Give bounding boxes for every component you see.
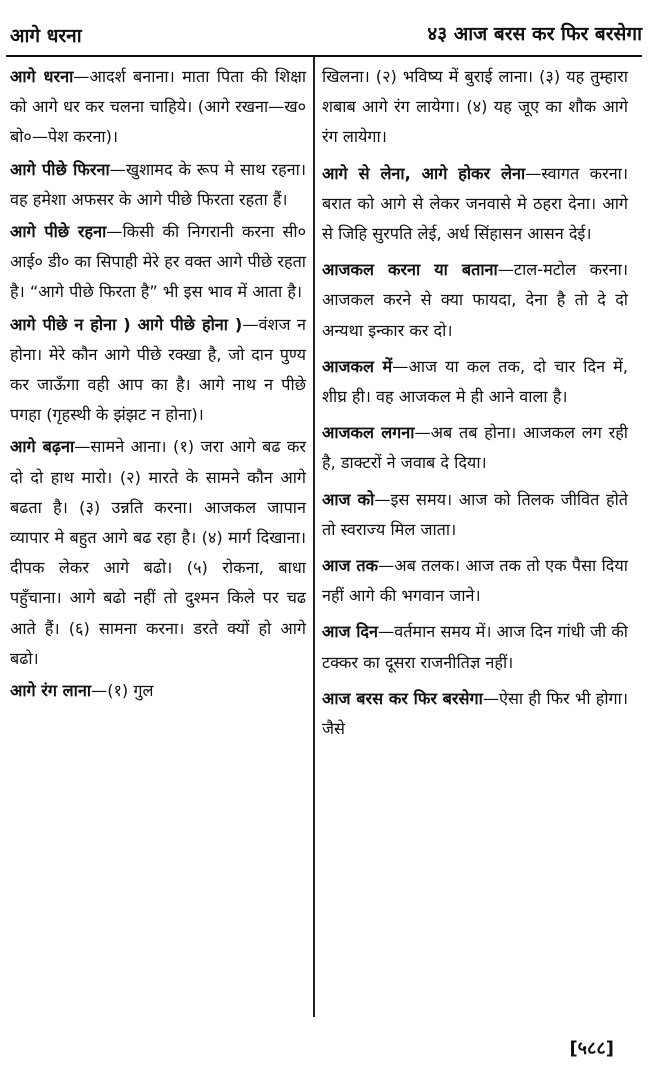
entry-definition: —ऐसा ही फिर भी होगा। जैसे [322,688,628,739]
dictionary-entry [322,485,628,545]
dictionary-entry [322,418,628,478]
dictionary-entry [322,617,628,677]
entry-definition: —अब तब होना। आजकल लग रही है, डाक्टरों ने जवाब दे दिया। [322,423,628,473]
dictionary-entry [322,551,628,611]
dictionary-entry [10,155,306,215]
left-column [10,62,306,708]
dictionary-entry [10,676,306,706]
dictionary-entry [322,352,628,412]
dictionary-entry [322,684,628,744]
entry-definition: —खुशामद के रूप मे साथ रहना। वह हमेशा अफसर के आगे पीछे फिरता रहता हैं। [10,159,306,209]
entry-headword: आज तक [322,556,379,576]
entry-definition: —टाल-मटोल करना। आजकल करने से क्या फायदा, देना है तो दे दो अन्यथा इन्कार कर दो। [322,260,628,340]
entry-definition: —स्वागत करना। बरात को आगे से लेकर जनवासे मे ठहरा देना। आगे से जिहि सुरपति लेई, अर्ध सिंहासन आसन देई। [322,163,629,244]
dictionary-entry [10,310,306,431]
dictionary-entry [10,217,306,308]
entry-definition: —(१) गुल [91,681,154,701]
entry-headword: आगे रंग लाना [10,681,92,701]
right-column [322,62,628,750]
dictionary-entry [322,159,628,250]
entry-definition: —आदर्श बनाना। माता पिता की शिक्षा को आगे धर कर चलना चाहिये। (आगे रखना—ख० बो०—पेश करना)। [10,67,307,147]
entry-definition: —अब तलक। आज तक तो एक पैसा दिया नहीं आगे की भगवान जाने। [322,556,628,606]
entry-definition: —इस समय। आज को तिलक जीवित होते तो स्वराज्य मिल जाता। [322,489,628,539]
entry-definition: —वर्तमान समय में। आज दिन गांधी जी की टक्कर का दूसरा राजनीतिज्ञ नहीं। [322,622,628,672]
entry-headword: आगे पीछे रहना [10,222,107,242]
dictionary-entry [322,255,628,346]
entry-headword: आगे से लेना, आगे होकर लेना [322,163,526,183]
header-left-guide-word: आगे धरना [10,25,82,47]
header-right-guide-word: ४३ आज बरस कर फिर बरसेगा [427,23,642,45]
page-footer-reference: [५८८] [569,1038,614,1059]
header-rule [6,55,642,57]
entry-headword: आगे पीछे फिरना [10,159,110,179]
entry-definition: खिलना। (२) भविष्य में बुराई लाना। (३) यह तुम्हारा शबाब आगे रंग लायेगा। (४) यह जूए का शौक आगे रंग लायेगा। [322,67,628,147]
entry-headword: आजकल लगना [322,423,415,443]
entry-headword: आजकल करना या बताना [322,260,498,280]
entry-headword: आगे पीछे न होना ) आगे पीछे होना ) [10,314,243,334]
entry-headword: आज दिन [322,622,378,642]
entry-headword: आज बरस कर फिर बरसेगा [322,688,483,708]
entry-headword: आगे धरना [10,67,74,86]
entry-headword: आजकल में [322,356,393,376]
entry-headword: आज को [322,489,375,509]
dictionary-entry [10,62,306,153]
entry-headword: आगे बढ़ना [10,437,75,457]
dictionary-entry [322,62,628,153]
entry-definition: —किसी की निगरानी करना सी० आई० डी० का सिपाही मेरे हर वक्त आगे पीछे रहता है। “आगे पीछे फिरता है” भी इस भाव में आता है। [10,222,306,302]
dictionary-entry [10,432,306,674]
entry-definition: —आज या कल तक, दो चार दिन में, शीघ्र ही। वह आजकल मे ही आने वाला है। [322,356,628,407]
entry-definition: —वंशज न होना। मेरे कौन आगे पीछे रक्खा है, जो दान पुण्य कर जाऊँगा वही आप का है। आगे नाथ न पीछे पगहा (गृहस्थी के झंझट न होना)। [10,314,307,425]
entry-definition: —सामने आना। (१) जरा आगे बढ कर दो दो हाथ मारो। (२) मारते के सामने कौन आगे बढता है। (३) उन्नति करना। आजकल जापान व्यापार मे बहुत आगे बढ रहा है। (४) मार्ग दिखाना। दीपक लेकर आगे बढो। (५) रोकना, बाधा पहुँचाना। आगे बढो नहीं तो दुश्मन किले पर चढ आते हैं। (६) सामना करना। डरते क्यों हो आगे बढो। [10,437,306,668]
column-divider [313,57,315,1017]
page-header [10,14,642,54]
